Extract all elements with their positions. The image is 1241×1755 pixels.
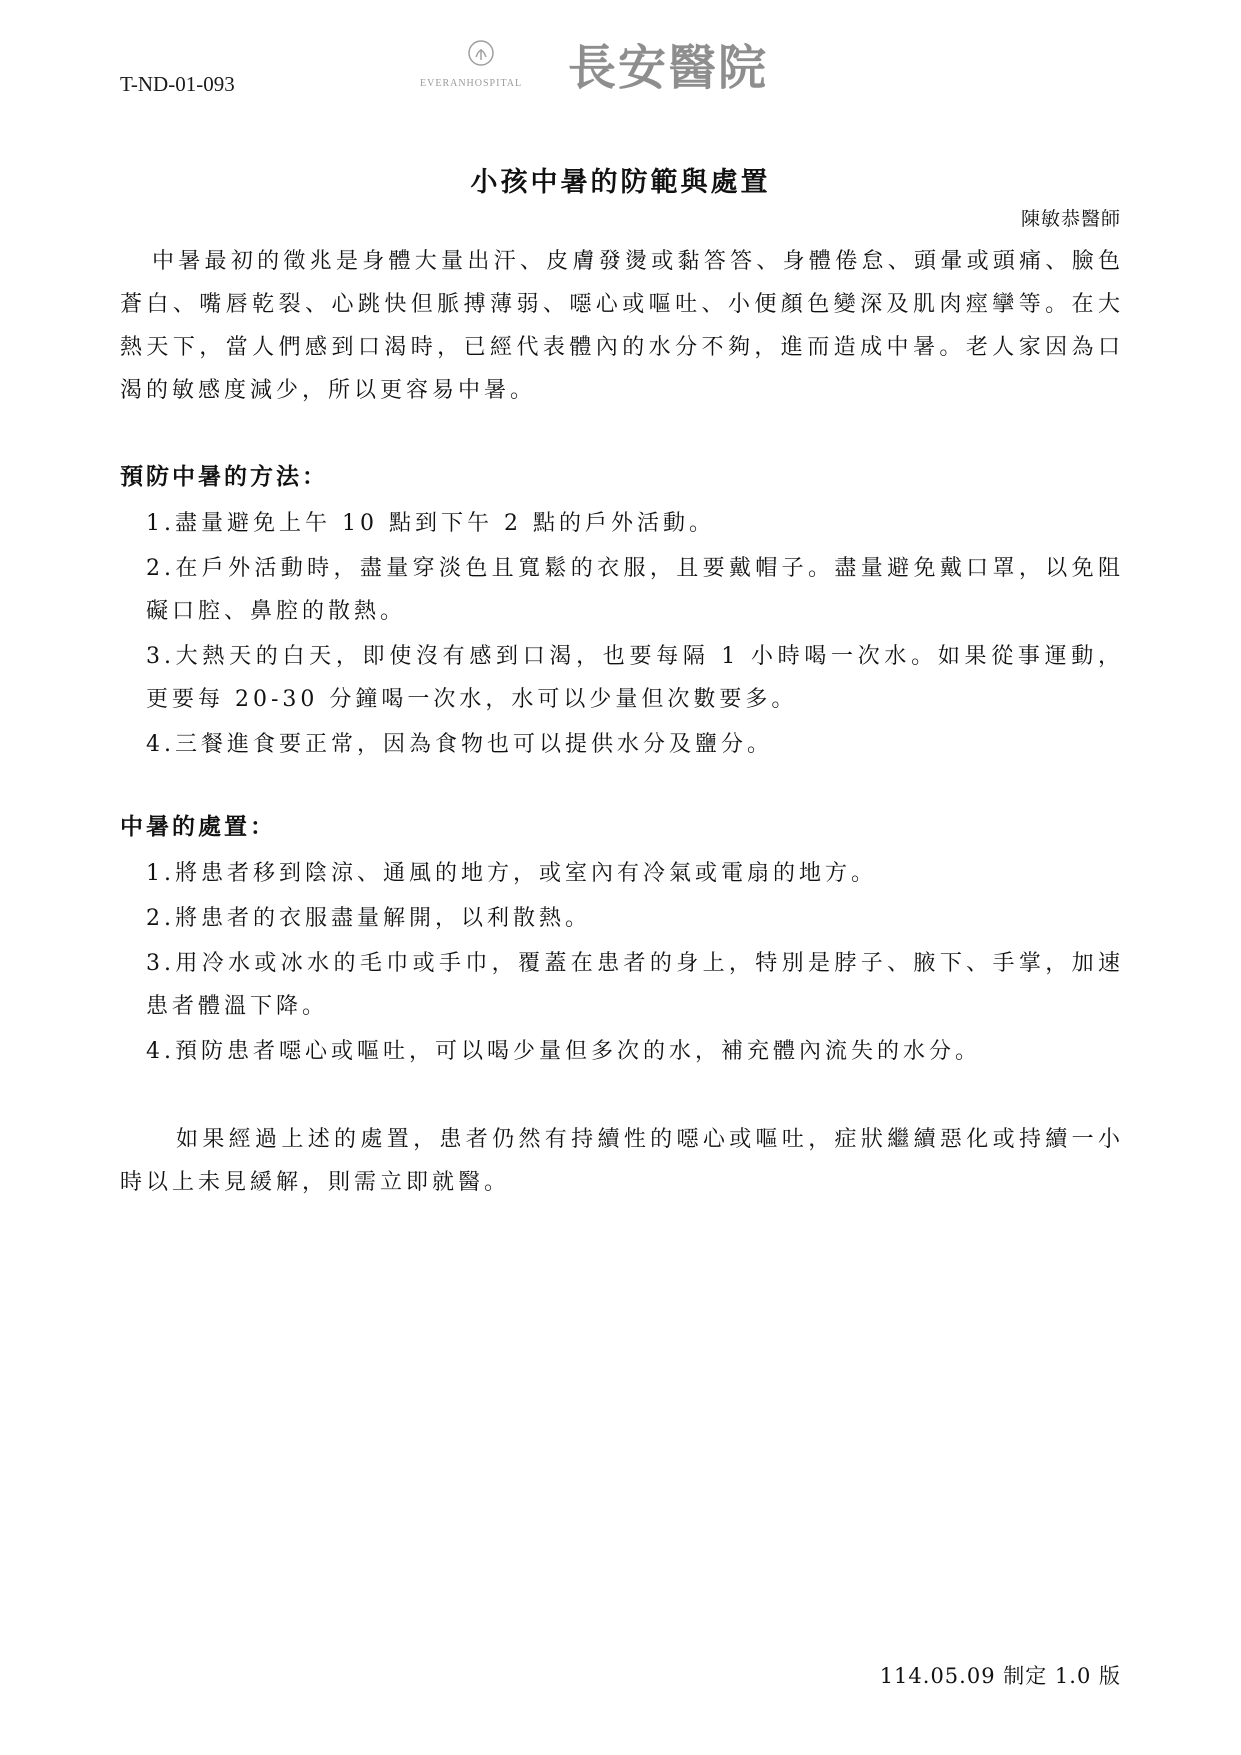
list-item: 2.在戶外活動時，盡量穿淡色且寬鬆的衣服，且要戴帽子。盡量避免戴口罩，以免阻礙口腔、鼻腔的散熱。: [146, 556, 1124, 624]
prevention-list: [146, 502, 1124, 768]
logo-chinese-name: 長安醫院: [568, 40, 769, 96]
author: 陳敏恭醫師: [1020, 208, 1121, 230]
hospital-emblem-icon: [466, 38, 496, 68]
list-item: 1.盡量避免上午 10 點到下午 2 點的戶外活動。: [146, 511, 715, 536]
list-item: 2.將患者的衣服盡量解開，以利散熱。: [146, 906, 591, 931]
list-item: 4.三餐進食要正常，因為食物也可以提供水分及鹽分。: [146, 732, 773, 757]
logo-english-name: EVERANHOSPITAL: [420, 78, 523, 89]
list-item: 1.將患者移到陰涼、通風的地方，或室內有冷氣或電扇的地方。: [146, 861, 877, 886]
treatment-list: [146, 852, 1124, 1075]
document-code: T-ND-01-093: [120, 72, 235, 96]
hospital-logo: [420, 38, 820, 98]
version-footer: 114.05.09 制定 1.0 版: [879, 1664, 1121, 1688]
treatment-heading: 中暑的處置：: [120, 813, 276, 840]
intro-paragraph: 中暑最初的徵兆是身體大量出汗、皮膚發燙或黏答答、身體倦怠、頭暈或頭痛、臉色蒼白、嘴唇乾裂、心跳快但脈搏薄弱、噁心或嘔吐、小便顏色變深及肌肉痙攣等。在大熱天下，當人們感到口渴時，已經代表體內的水分不夠，進而造成中暑。老人家因為口渴的敏感度減少，所以更容易中暑。: [120, 249, 1124, 403]
list-item: 4.預防患者噁心或嘔吐，可以喝少量但多次的水，補充體內流失的水分。: [146, 1039, 981, 1064]
prevention-heading: 預防中暑的方法：: [120, 463, 328, 490]
list-item: 3.用冷水或冰水的毛巾或手巾，覆蓋在患者的身上，特別是脖子、腋下、手掌，加速患者體溫下降。: [146, 951, 1124, 1019]
closing-paragraph: 如果經過上述的處置，患者仍然有持續性的噁心或嘔吐，症狀繼續惡化或持續一小時以上未見緩解，則需立即就醫。: [120, 1127, 1124, 1195]
list-item: 3.大熱天的白天，即使沒有感到口渴，也要每隔 1 小時喝一次水。如果從事運動，更要每 20-30 分鐘喝一次水，水可以少量但次數要多。: [146, 644, 1124, 712]
page-title: 小孩中暑的防範與處置: [470, 167, 771, 198]
